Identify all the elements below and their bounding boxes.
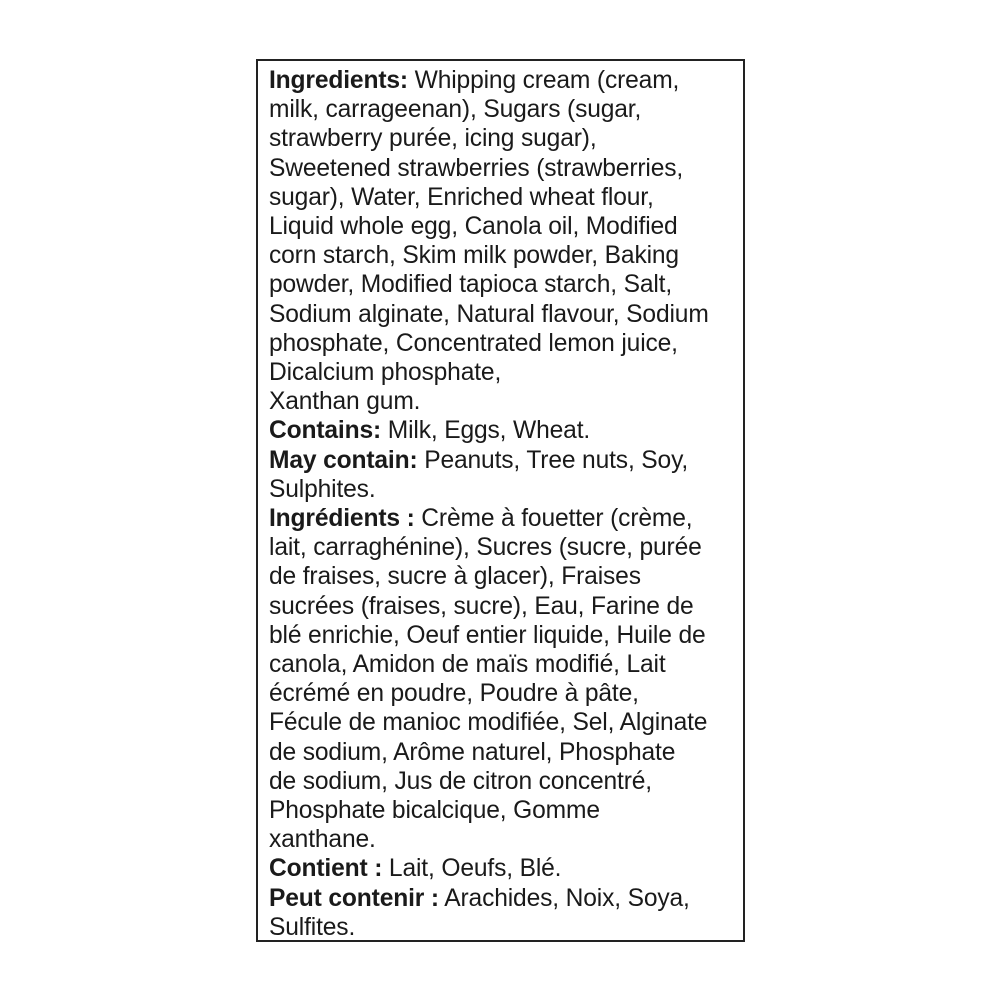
fr-ingredients-line: de fraises, sucre à glacer), Fraises <box>269 563 641 591</box>
fr-ingredients-heading: Ingrédients : <box>269 505 415 533</box>
en-ingredients-line: milk, carrageenan), Sugars (sugar, <box>269 96 642 124</box>
fr-may-contain-text: Arachides, Noix, Soya, <box>438 884 690 912</box>
fr-may-contain-line: Sulfites. <box>269 913 356 941</box>
en-may-contain-text: Peanuts, Tree nuts, Soy, <box>417 446 689 474</box>
fr-ingredients-line: de sodium, Jus de citron concentré, <box>269 767 652 795</box>
en-ingredients-line: Xanthan gum. <box>269 388 421 416</box>
fr-contains-text: Lait, Oeufs, Blé. <box>382 855 562 883</box>
fr-ingredients-line: écrémé en poudre, Poudre à pâte, <box>269 680 639 708</box>
fr-contains-line <box>269 854 735 883</box>
en-ingredients-line: Sweetened strawberries (strawberries, <box>269 154 684 182</box>
fr-ingredients-line: xanthane. <box>269 826 376 854</box>
en-ingredients-line: corn starch, Skim milk powder, Baking <box>269 242 679 270</box>
fr-ingredients-line: Phosphate bicalcique, Gomme <box>269 797 600 825</box>
ingredient-label-text <box>269 66 735 942</box>
en-ingredients-heading: Ingredients: <box>269 67 408 94</box>
en-ingredients-line: strawberry purée, icing sugar), <box>269 125 597 153</box>
ingredient-label-box <box>256 59 745 942</box>
en-ingredients-line: sugar), Water, Enriched wheat flour, <box>269 183 654 211</box>
fr-ingredients-line: canola, Amidon de maïs modifié, Lait <box>269 651 666 679</box>
en-may-contain-line: Sulphites. <box>269 475 376 503</box>
en-ingredients-line: powder, Modified tapioca starch, Salt, <box>269 271 673 299</box>
en-may-contain-heading: May contain: <box>269 446 418 474</box>
fr-ingredients-line: sucrées (fraises, sucre), Eau, Farine de <box>269 592 694 620</box>
en-ingredients-line: Dicalcium phosphate, <box>269 359 502 387</box>
fr-may-contain-line-1 <box>269 884 735 913</box>
fr-ingredients-line: blé enrichie, Oeuf entier liquide, Huile de <box>269 621 706 649</box>
en-may-contain-line-1 <box>269 446 735 475</box>
fr-ingredients-line: Fécule de manioc modifiée, Sel, Alginate <box>269 709 708 737</box>
en-ingredients-text: Whipping cream (cream, <box>407 67 680 94</box>
fr-ingredients-line: de sodium, Arôme naturel, Phosphate <box>269 738 676 766</box>
fr-ingredients-line: lait, carraghénine), Sucres (sucre, purée <box>269 534 702 562</box>
en-contains-text: Milk, Eggs, Wheat. <box>381 417 591 445</box>
en-ingredients-line: Liquid whole egg, Canola oil, Modified <box>269 213 678 241</box>
fr-contains-heading: Contient : <box>269 855 383 883</box>
en-ingredients-line: Sodium alginate, Natural flavour, Sodium <box>269 300 709 328</box>
en-ingredients-line-1 <box>269 66 735 95</box>
fr-ingredients-text: Crème à fouetter (crème, <box>414 505 693 533</box>
fr-ingredients-line-1 <box>269 504 735 533</box>
fr-may-contain-heading: Peut contenir : <box>269 884 439 912</box>
en-ingredients-line: phosphate, Concentrated lemon juice, <box>269 329 678 357</box>
en-contains-heading: Contains: <box>269 417 382 445</box>
en-contains-line <box>269 416 735 445</box>
